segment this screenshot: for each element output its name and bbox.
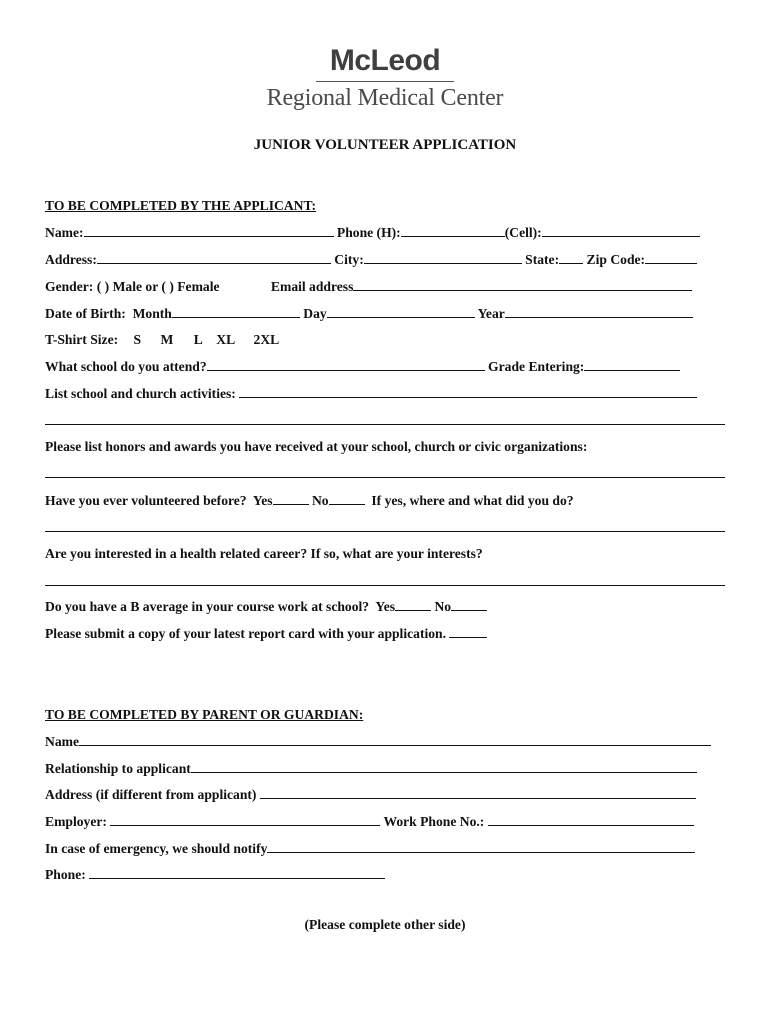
cell-label: (Cell): xyxy=(504,225,542,240)
month-label: Month xyxy=(132,306,172,321)
footer-note: (Please complete other side) xyxy=(304,917,466,932)
gender-email-row xyxy=(45,277,725,297)
employer-field[interactable] xyxy=(110,812,380,826)
tshirt-size-2xl[interactable]: 2XL xyxy=(253,332,280,347)
tshirt-size-xl[interactable]: XL xyxy=(216,332,236,347)
logo xyxy=(0,44,770,112)
year-label: Year xyxy=(477,306,505,321)
dob-row xyxy=(45,304,725,324)
career-label: Are you interested in a health related career? If so, what are your interests? xyxy=(45,546,483,561)
guardian-address-label: Address (if different from applicant) xyxy=(45,787,257,802)
honors-row xyxy=(45,437,725,457)
zip-label: Zip Code: xyxy=(586,252,646,267)
employer-label: Employer: xyxy=(45,814,107,829)
emergency-label: In case of emergency, we should notify xyxy=(45,841,268,856)
email-label: Email address xyxy=(270,279,354,294)
state-field[interactable] xyxy=(559,250,583,264)
activities-label: List school and church activities: xyxy=(45,386,236,401)
phone-home-field[interactable] xyxy=(401,223,505,237)
emergency-field[interactable] xyxy=(267,839,695,853)
volunteered-yes-field[interactable] xyxy=(273,491,309,505)
phone-home-label: Phone (H): xyxy=(336,225,401,240)
volunteered-no-label: No xyxy=(311,493,329,508)
guardian-section-heading xyxy=(45,705,725,725)
name-label: Name: xyxy=(45,225,84,240)
guardian-phone-field[interactable] xyxy=(89,865,385,879)
month-field[interactable] xyxy=(172,304,300,318)
guardian-name-label: Name xyxy=(45,734,79,749)
report-card-label: Please submit a copy of your latest report card with your application. xyxy=(45,626,447,641)
volunteered-label: Have you ever volunteered before? xyxy=(45,493,247,508)
city-field[interactable] xyxy=(364,250,522,264)
volunteered-where-label: If yes, where and what did you do? xyxy=(371,493,574,508)
relationship-row xyxy=(45,759,725,779)
tshirt-size-l[interactable]: L xyxy=(193,332,203,347)
guardian-address-row xyxy=(45,785,725,805)
report-card-row xyxy=(45,624,725,644)
tshirt-size-m[interactable]: M xyxy=(160,332,174,347)
volunteered-where-field[interactable] xyxy=(45,531,725,532)
year-field[interactable] xyxy=(505,304,693,318)
average-label: Do you have a B average in your course work at school? xyxy=(45,599,370,614)
employer-row xyxy=(45,812,725,832)
logo-subtitle: Regional Medical Center xyxy=(266,85,504,111)
email-field[interactable] xyxy=(353,277,692,291)
address-label: Address: xyxy=(45,252,97,267)
emergency-row xyxy=(45,839,725,859)
honors-label: Please list honors and awards you have received at your school, church or civic organizations: xyxy=(45,439,588,454)
activities-field[interactable] xyxy=(239,384,697,398)
logo-name: McLeod xyxy=(316,44,454,82)
honors-field[interactable] xyxy=(45,477,725,478)
average-no-field[interactable] xyxy=(451,597,487,611)
tshirt-row xyxy=(45,330,725,350)
school-field[interactable] xyxy=(207,357,485,371)
guardian-heading-text: TO BE COMPLETED BY PARENT OR GUARDIAN: xyxy=(45,707,364,722)
guardian-address-field[interactable] xyxy=(260,785,696,799)
address-field[interactable] xyxy=(97,250,331,264)
page-title: JUNIOR VOLUNTEER APPLICATION xyxy=(253,137,517,153)
grade-field[interactable] xyxy=(584,357,680,371)
school-row xyxy=(45,357,725,377)
work-phone-label: Work Phone No.: xyxy=(383,814,485,829)
tshirt-size-s[interactable]: S xyxy=(133,332,142,347)
school-label: What school do you attend? xyxy=(45,359,207,374)
volunteered-row xyxy=(45,491,725,511)
gender-label[interactable]: Gender: ( ) Male or ( ) Female xyxy=(45,279,220,294)
dob-label: Date of Birth: xyxy=(45,306,126,321)
average-yes-field[interactable] xyxy=(395,597,431,611)
work-phone-field[interactable] xyxy=(488,812,694,826)
guardian-phone-label: Phone: xyxy=(45,867,86,882)
applicant-heading-text: TO BE COMPLETED BY THE APPLICANT: xyxy=(45,198,317,213)
volunteered-yes-label: Yes xyxy=(252,493,273,508)
guardian-phone-row xyxy=(45,865,725,885)
state-label: State: xyxy=(525,252,560,267)
cell-field[interactable] xyxy=(542,223,700,237)
guardian-name-field[interactable] xyxy=(79,732,711,746)
career-field[interactable] xyxy=(45,585,725,586)
relationship-field[interactable] xyxy=(191,759,697,773)
applicant-section-heading xyxy=(45,196,725,216)
guardian-name-row xyxy=(45,732,725,752)
average-row xyxy=(45,597,725,617)
volunteered-no-field[interactable] xyxy=(329,491,365,505)
tshirt-label: T-Shirt Size: xyxy=(45,332,119,347)
grade-label: Grade Entering: xyxy=(488,359,585,374)
city-label: City: xyxy=(334,252,364,267)
relationship-label: Relationship to applicant xyxy=(45,761,191,776)
name-phone-row xyxy=(45,223,725,243)
zip-field[interactable] xyxy=(645,250,697,264)
day-label: Day xyxy=(303,306,327,321)
day-field[interactable] xyxy=(327,304,475,318)
activities-extra-line[interactable] xyxy=(45,424,725,425)
average-no-label: No xyxy=(434,599,452,614)
activities-row xyxy=(45,384,725,404)
average-yes-label: Yes xyxy=(375,599,396,614)
career-row xyxy=(45,544,725,564)
address-row xyxy=(45,250,725,270)
name-field[interactable] xyxy=(84,223,334,237)
report-card-field[interactable] xyxy=(449,624,487,638)
